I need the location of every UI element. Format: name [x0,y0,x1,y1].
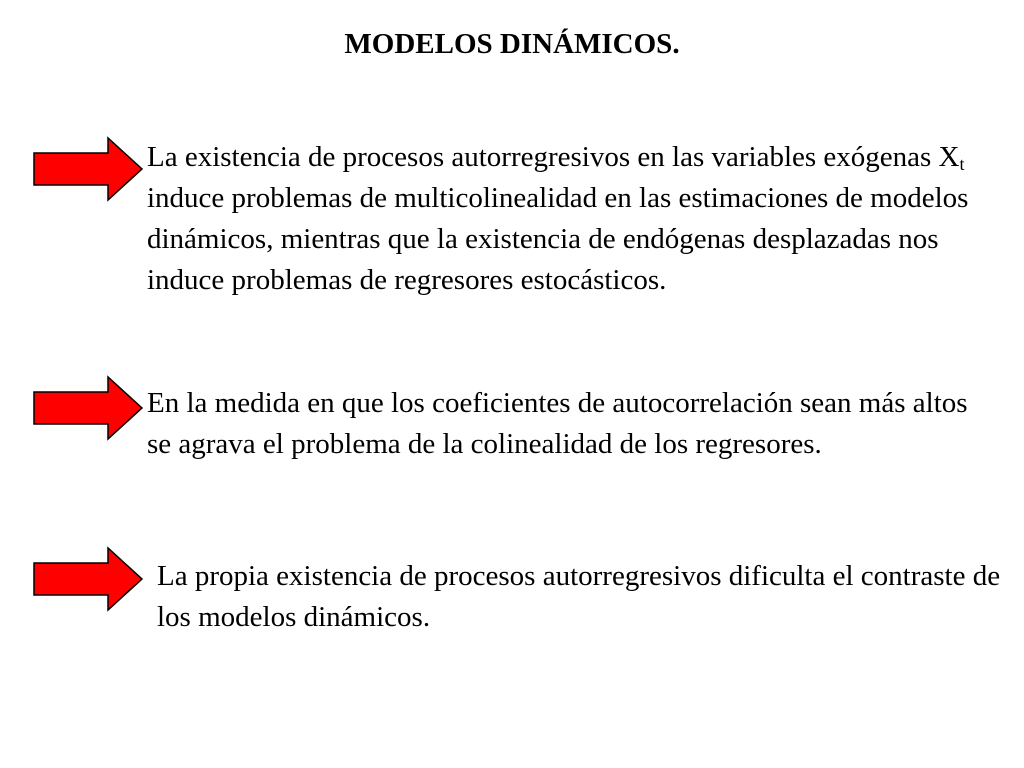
bullet-paragraph-2: En la medida en que los coeficientes de autocorrelación sean más altos se agrava el problema de la colinealidad de los regresores. [147,387,968,460]
right-arrow-icon [32,375,144,441]
bullet-1-text-part1: La existencia de procesos autorregresivos en las variables exógenas X [147,141,960,173]
right-arrow-icon [32,136,144,202]
bullet-paragraph-1 [147,137,997,301]
slide-title: MODELOS DINÁMICOS. [344,28,680,60]
bullet-1-text-part2: induce problemas de multicolinealidad en las estimaciones de modelos dinámicos, mientras que la existencia de endógenas desplazadas nos induce problemas de regresores estocásticos. [147,182,969,296]
bullet-paragraph-3: La propia existencia de procesos autorregresivos dificulta el contraste de los modelos dinámicos. [157,560,1001,633]
bullet-1-subscript: t [959,154,965,174]
right-arrow-icon [32,546,144,612]
